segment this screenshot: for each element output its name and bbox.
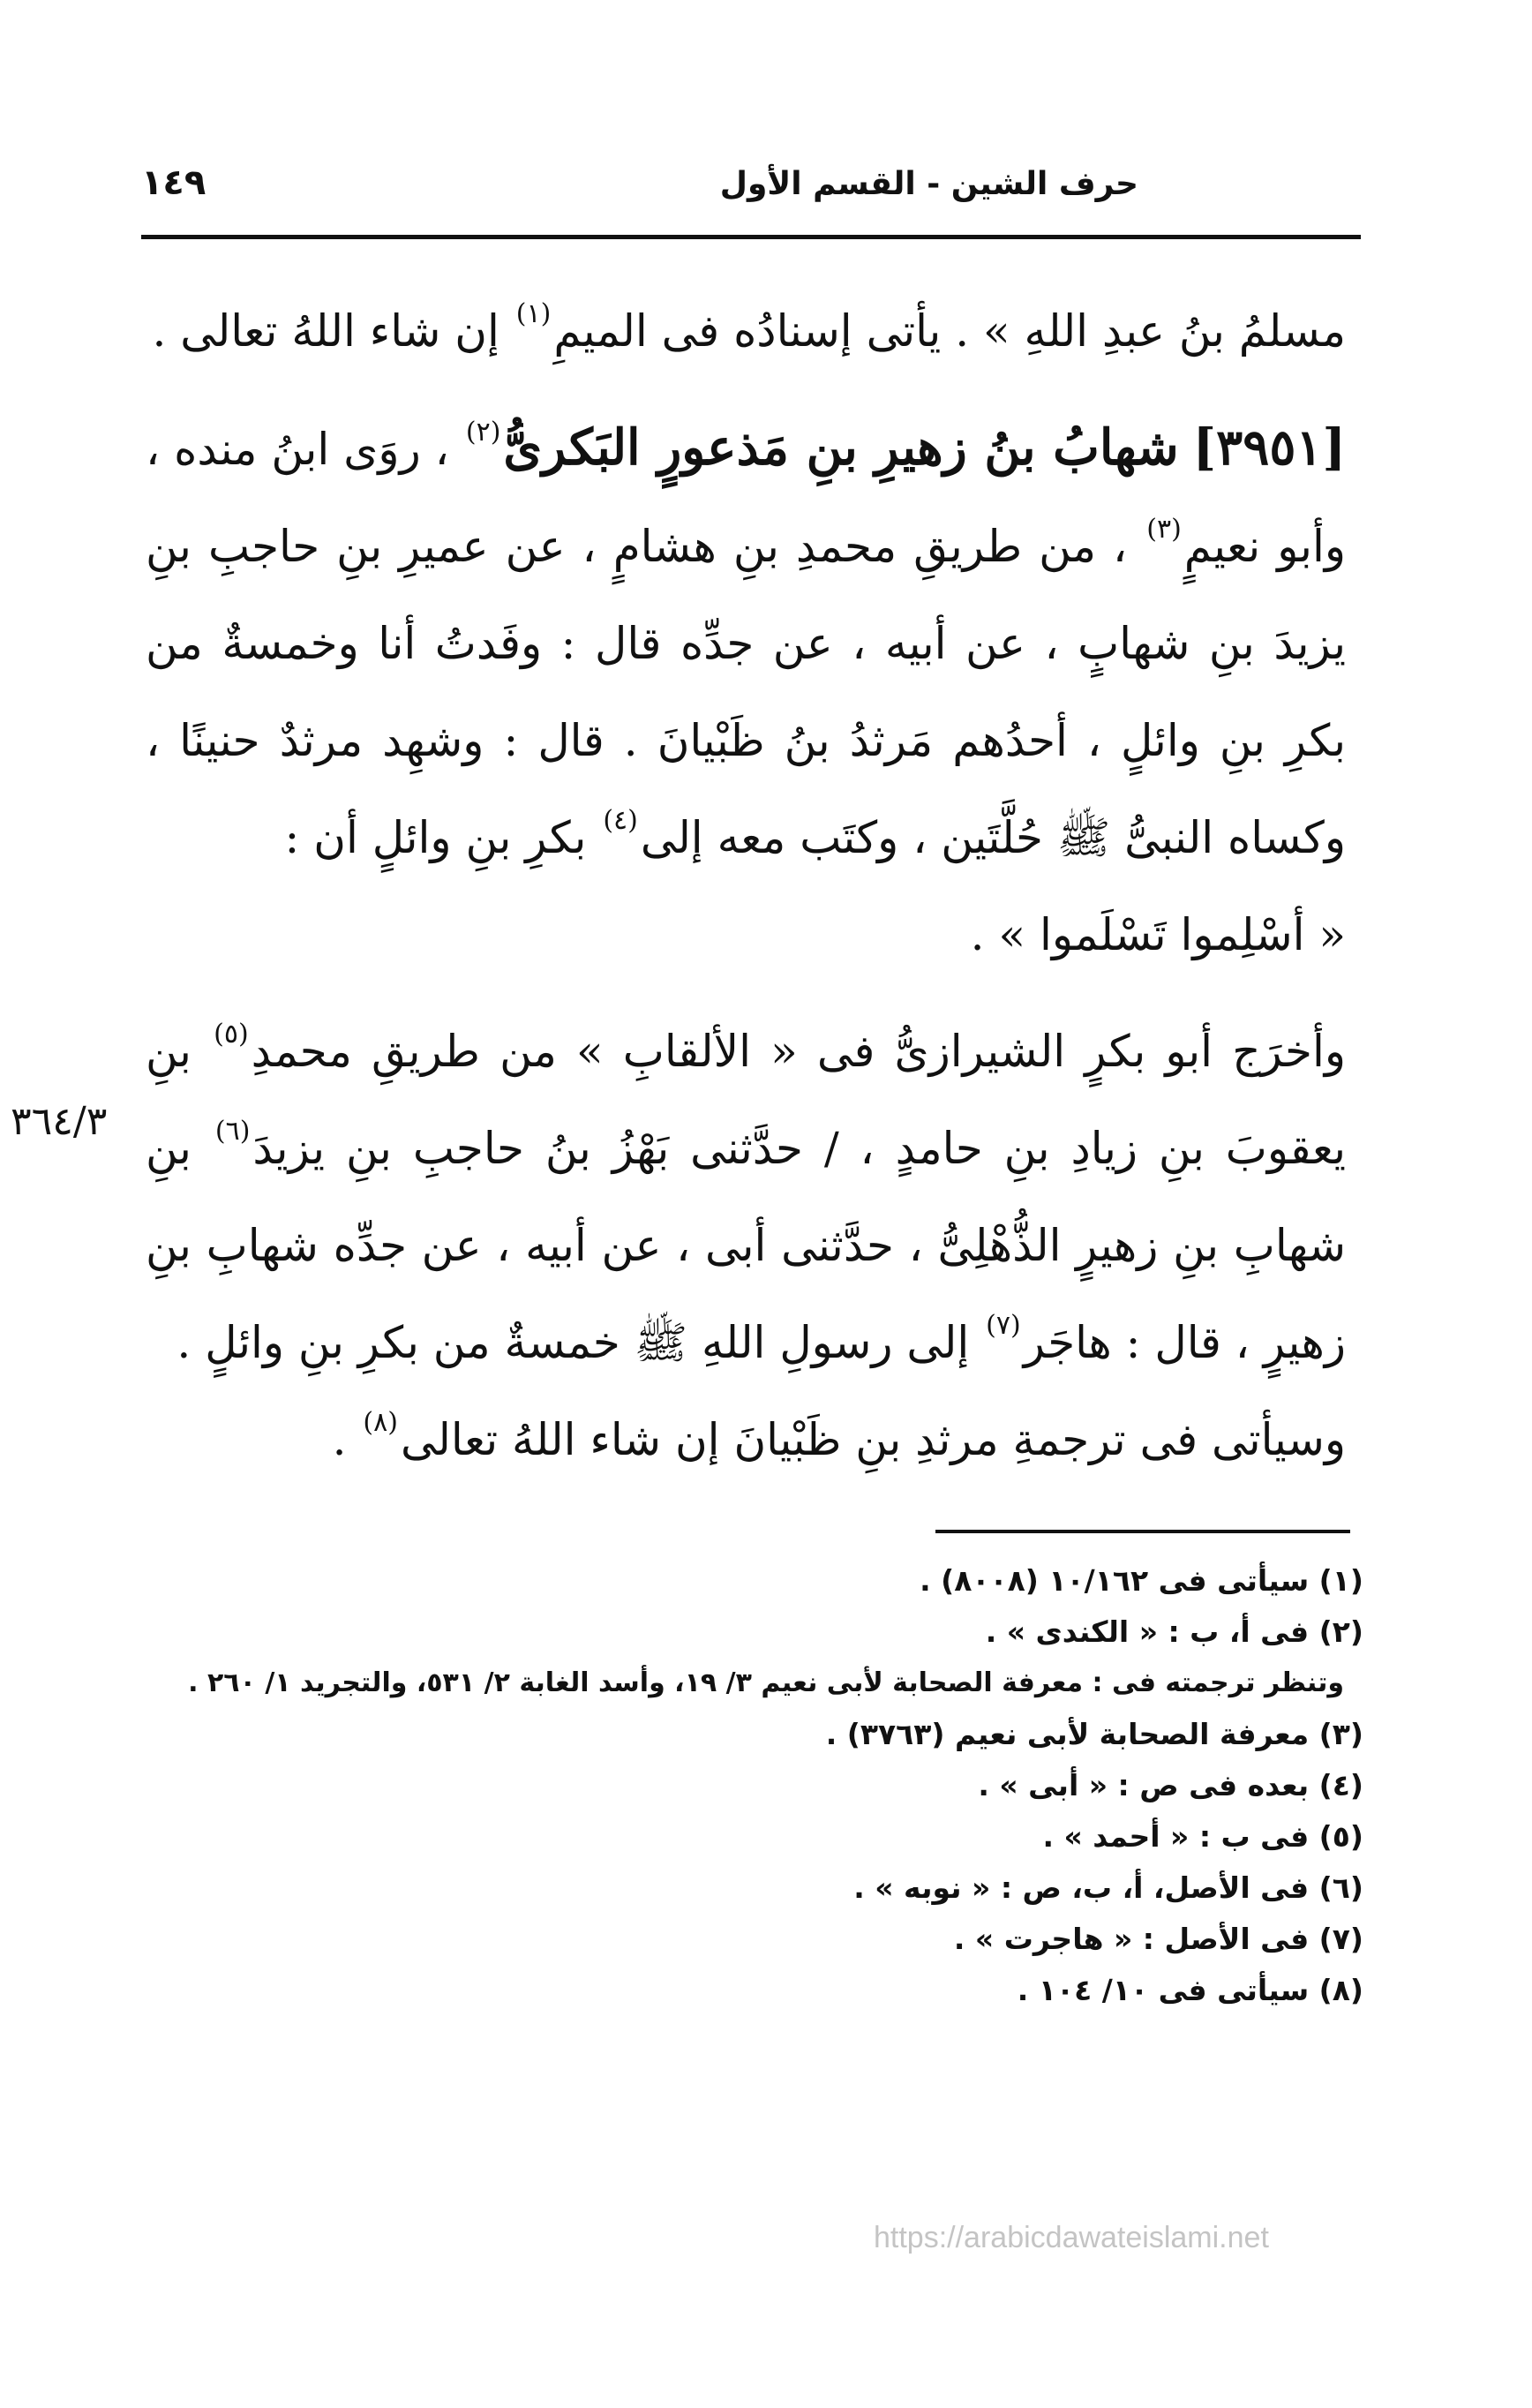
footnote-2: (٢) فى أ، ب : « الكندى » . xyxy=(985,1614,1363,1649)
paragraph-4-text-b: . xyxy=(332,1414,361,1465)
footnote-ref-8[interactable]: (٨) xyxy=(363,1407,398,1438)
main-text xyxy=(146,282,1346,1488)
footnote-ref-6[interactable]: (٦) xyxy=(214,1116,251,1147)
footnote-ref-4[interactable]: (٤) xyxy=(603,805,638,836)
footnote-ref-7[interactable]: (٧) xyxy=(986,1310,1021,1341)
paragraph-3 xyxy=(146,1003,1346,1391)
page-number: ١٤٩ xyxy=(141,162,207,203)
paragraph-2 xyxy=(146,399,1346,886)
paragraph-2-text-c: بكرِ بنِ وائلٍ أن : xyxy=(284,812,601,863)
paragraph-3-text-d: إلى رسولِ اللهِ ﷺ خمسةٌ من بكرِ بنِ وائلٍ . xyxy=(176,1317,984,1368)
footnote-ref-2[interactable]: (٢) xyxy=(465,417,501,448)
footnote-3: (٣) معرفة الصحابة لأبى نعيم (٣٧٦٣) . xyxy=(825,1717,1363,1751)
margin-volume-page-ref: ٣٦٤/٣ xyxy=(11,1099,108,1144)
footnote-6: (٦) فى الأصل، أ، ب، ص : « نوبه » . xyxy=(853,1870,1363,1905)
footnote-2-continuation: وتنظر ترجمته فى : معرفة الصحابة لأبى نعيم ٣/ ١٩، وأسد الغابة ٢/ ٥٣١، والتجريد ١/ ٢٦٠ . xyxy=(188,1667,1344,1698)
paragraph-3-text-b: بنِ يعقوبَ بنِ زيادِ بنِ حامدٍ ، / حدَّثنى بَهْزُ بنُ حاجبِ بنِ يزيدَ xyxy=(146,1026,1346,1174)
page-header xyxy=(141,159,1359,230)
footnote-ref-3[interactable]: (٣) xyxy=(1146,514,1182,545)
footnote-1: (١) سيأتى فى ١٠/١٦٢ (٨٠٠٨) . xyxy=(920,1563,1363,1598)
footnote-ref-5[interactable]: (٥) xyxy=(214,1019,249,1050)
paragraph-1-text-a: مسلمُ بنُ عبدِ اللهِ » . يأتى إسنادُه فى الميمِ xyxy=(553,305,1346,357)
entry-name: شهابُ بنُ زهيرِ بنِ مَذعورٍ البَكرىُّ xyxy=(503,418,1179,477)
paragraph-1 xyxy=(146,282,1346,380)
running-title: حرف الشين - القسم الأول xyxy=(719,166,1138,202)
entry-number: [٣٩٥١] xyxy=(1192,418,1346,477)
watermark-url: https://arabicdawateislami.net xyxy=(874,2221,1269,2254)
paragraph-4-text-a: وسيأتى فى ترجمةِ مرثدِ بنِ ظَبْيانَ إن شاء اللهُ تعالى xyxy=(400,1414,1346,1465)
footnote-separator xyxy=(935,1530,1350,1533)
paragraph-3-text-a: وأخرَج أبو بكرٍ الشيرازىُّ فى « الألقابِ » من طريقِ محمدِ xyxy=(251,1026,1346,1077)
paragraph-2-last-line: « أسْلِموا تَسْلَموا » . xyxy=(970,909,1346,960)
paragraph-2-text-b: ، من طريقِ محمدِ بنِ هشامٍ ، عن عميرِ بنِ حاجبِ بنِ يزيدَ بنِ شهابٍ ، عن أبيه ، عن جدِّه قال : وفَدتُ أنا وخمسةٌ من بكرِ بنِ وائلٍ ، أحدُهم مَرثدُ بنُ ظَبْيانَ . قال : وشهِد مرثدٌ حنينًا ، وكساه النبىُّ ﷺ حُلَّتَين ، وكتَب معه إلى xyxy=(146,521,1346,863)
paragraph-1-text-b: إن شاء اللهُ تعالى . xyxy=(152,305,514,357)
footnotes xyxy=(146,1555,1363,2016)
footnote-4: (٤) بعده فى ص : « أبى » . xyxy=(978,1768,1363,1802)
footnote-8: (٨) سيأتى فى ١٠/ ١٠٤ . xyxy=(1017,1973,1363,2007)
footnote-5: (٥) فى ب : « أحمد » . xyxy=(1042,1819,1363,1854)
paragraph-2-text-a: ، روَى ابنُ منده ، وأبو نعيمٍ xyxy=(146,424,1346,572)
paragraph-3-text-c: بنِ شهابِ بنِ زهيرٍ الذُّهْلِىُّ ، حدَّثنى أبى ، عن أبيه ، عن جدِّه شهابِ بنِ زهيرٍ ، قال : هاجَر xyxy=(146,1123,1346,1368)
footnote-7: (٧) فى الأصل : « هاجرت » . xyxy=(953,1922,1363,1956)
footnote-ref-1[interactable]: (١) xyxy=(515,298,552,329)
paragraph-4 xyxy=(146,1391,1346,1488)
header-rule xyxy=(141,235,1361,239)
